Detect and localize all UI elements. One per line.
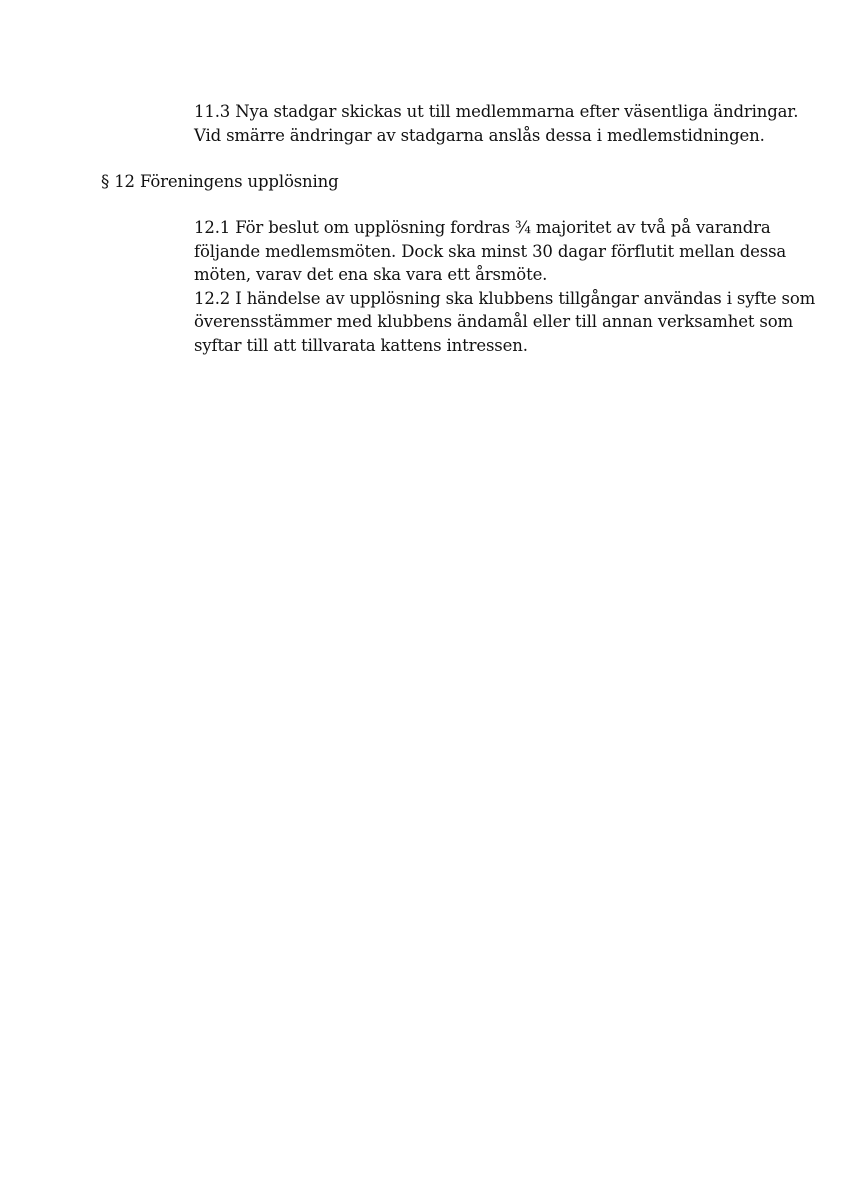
text-line: följande medlemsmöten. Dock ska minst 30 dagar förflutit mellan dessa bbox=[194, 241, 787, 261]
paragraph-11-3 bbox=[194, 100, 799, 147]
paragraph-12-1 bbox=[194, 216, 794, 287]
text-line: syftar till att tillvarata kattens intressen. bbox=[194, 335, 528, 355]
text-line: 12.1 För beslut om upplösning fordras ¾ majoritet av två på varandra bbox=[194, 218, 771, 237]
section-12-heading: § 12 Föreningens upplösning bbox=[101, 172, 339, 191]
section-12-body bbox=[194, 216, 816, 357]
text-line: möten, varav det ena ska vara ett årsmöte. bbox=[194, 265, 548, 284]
text-line: 12.2 I händelse av upplösning ska klubbens tillgångar användas i syfte som bbox=[194, 288, 816, 308]
text-line: överensstämmer med klubbens ändamål eller till annan verksamhet som bbox=[194, 312, 794, 331]
text-line: 11.3 Nya stadgar skickas ut till medlemmarna efter väsentliga ändringar. bbox=[194, 102, 799, 121]
text-line: Vid smärre ändringar av stadgarna anslås dessa i medlemstidningen. bbox=[194, 125, 765, 145]
paragraph-12-2 bbox=[194, 287, 816, 358]
